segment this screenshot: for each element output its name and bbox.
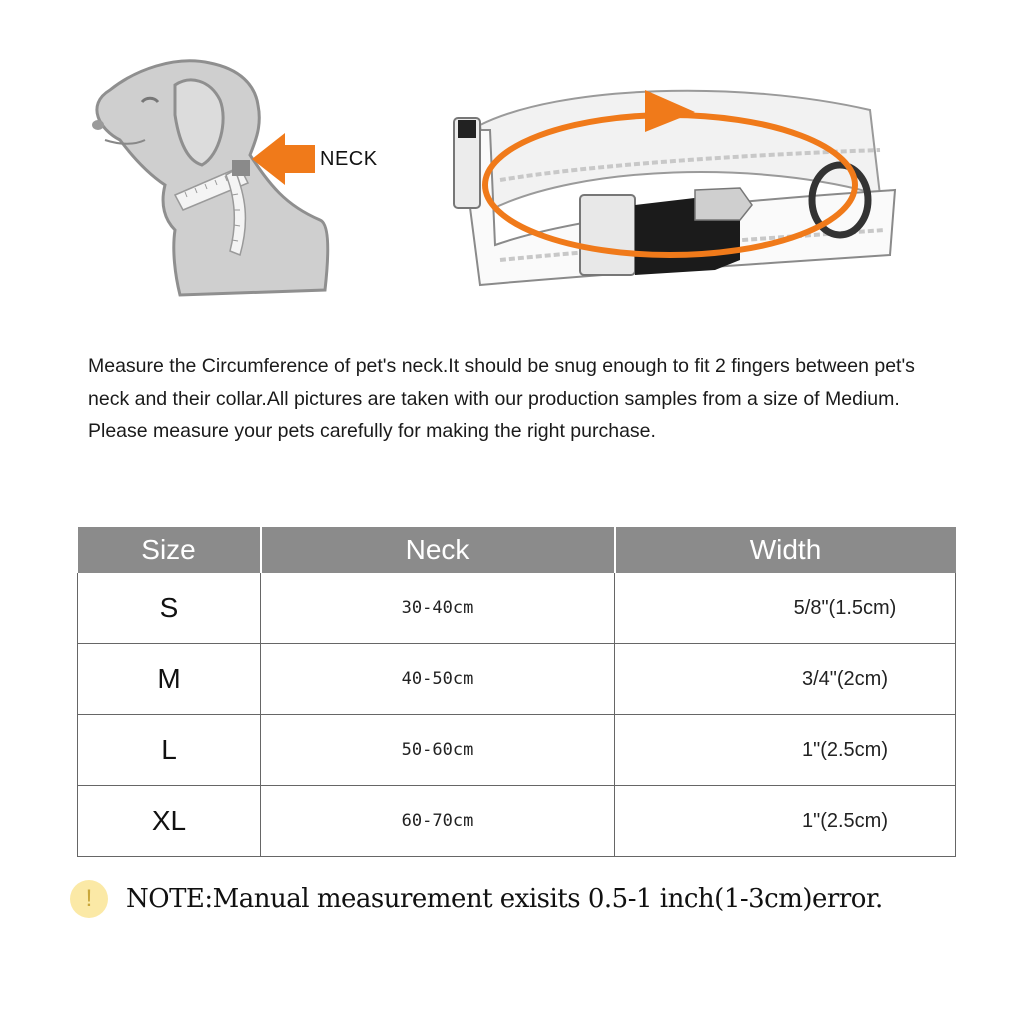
collar-illustration	[440, 70, 910, 300]
table-row	[78, 786, 956, 857]
size-cell: XL	[78, 786, 261, 857]
exclamation-icon: !	[70, 880, 108, 918]
width-cell: 1"(2.5cm)	[615, 715, 956, 786]
neck-cell: 40-50cm	[261, 644, 615, 715]
size-cell: L	[78, 715, 261, 786]
neck-cell: 50-60cm	[261, 715, 615, 786]
table-header-row	[78, 527, 956, 573]
header-neck: Neck	[261, 527, 615, 573]
neck-label: NECK	[320, 148, 378, 170]
table-row	[78, 715, 956, 786]
measurement-instructions: Measure the Circumference of pet's neck.It should be snug enough to fit 2 fingers between pet's neck and their collar.All pictures are taken with our production samples from a size of Medium. Please measure your pets carefully for making the right purchase.	[88, 355, 915, 442]
size-cell: M	[78, 644, 261, 715]
neck-cell: 30-40cm	[261, 573, 615, 644]
table-row	[78, 573, 956, 644]
size-cell: S	[78, 573, 261, 644]
header-size: Size	[78, 527, 261, 573]
measurement-error-note: NOTE:Manual measurement exisits 0.5-1 inch(1-3cm)error.	[126, 884, 883, 914]
table-row	[78, 644, 956, 715]
dog-neck-illustration	[80, 45, 380, 305]
width-cell: 1"(2.5cm)	[615, 786, 956, 857]
size-chart-table	[77, 527, 956, 857]
neck-cell: 60-70cm	[261, 786, 615, 857]
width-cell: 3/4"(2cm)	[615, 644, 956, 715]
header-width: Width	[615, 527, 956, 573]
width-cell: 5/8"(1.5cm)	[615, 573, 956, 644]
